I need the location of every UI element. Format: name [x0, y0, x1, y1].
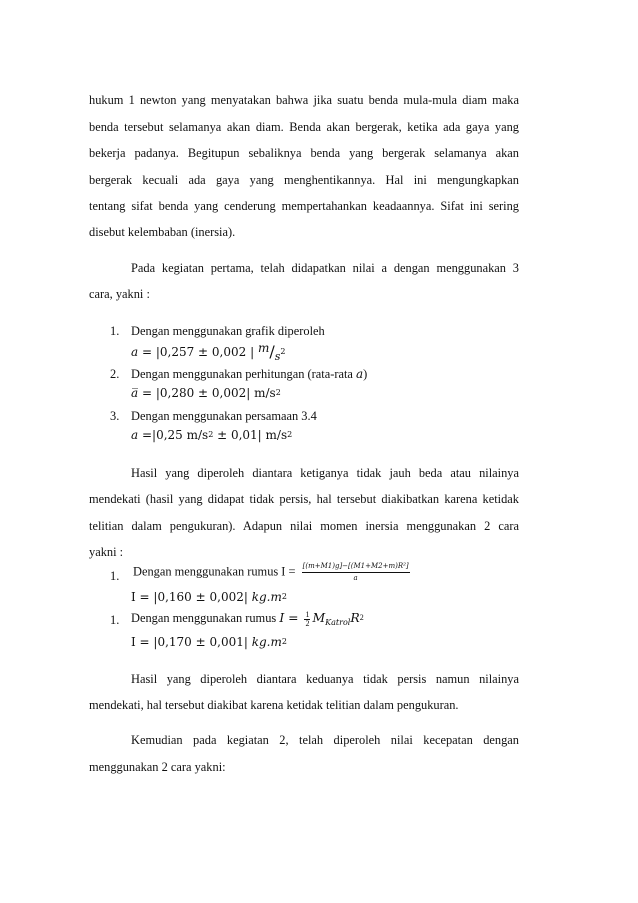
- paragraph-line: disebut kelembaban (inersia).: [89, 225, 236, 239]
- paragraph-line: mendekati (hasil yang didapat tidak persis, hal tersebut diakibatkan karena ketidak: [89, 492, 519, 506]
- equation-a-graph: a = |0,257 ± 0,002 | m/s2: [131, 341, 286, 363]
- inertia-formula-1: Dengan menggunakan rumus I = $\frac{\text{[(m+M1)g]−[(M1+M2+m)R²]}}{a}$: [133, 562, 409, 582]
- paragraph-line: hukum 1 newton yang menyatakan bahwa jika suatu benda mula-mula diam maka: [89, 93, 519, 107]
- paragraph-line: telitian dalam pengukuran). Adapun nilai momen inersia menggunakan 2 cara: [89, 519, 519, 533]
- paragraph-line: bekerja padanya. Begitupun sebaliknya benda yang bergerak selamanya akan: [89, 146, 519, 160]
- inertia-fraction: $\frac{\text{[(m+M1)g]−[(M1+M2+m)R²]}}{a}$: [302, 562, 409, 582]
- paragraph-line: bergerak kecuali ada gaya yang menghentikannya. Hal ini mengungkapkan: [89, 173, 519, 187]
- paragraph-line: Pada kegiatan pertama, telah didapatkan nilai a dengan menggunakan 3: [131, 261, 519, 275]
- list-number: 1.: [110, 324, 120, 338]
- paragraph-line: mendekati, hal tersebut diakibat karena ketidak telitian dalam pengukuran.: [89, 698, 459, 712]
- paragraph-line: tentang sifat benda yang cenderung mempertahankan keadaannya. Sifat ini sering: [89, 199, 519, 213]
- list-number: 2.: [110, 367, 120, 381]
- paragraph-line: menggunakan 2 cara yakni:: [89, 760, 226, 774]
- equation-a-formula: a =|0,25 m/s2 ± 0,01| m/s2: [131, 428, 293, 442]
- list-number: 1.: [110, 613, 120, 627]
- list-item-text: Dengan menggunakan perhitungan (rata-rata a): [131, 367, 368, 381]
- paragraph-line: Hasil yang diperoleh diantara keduanya tidak persis namun nilainya: [131, 672, 519, 686]
- list-item-text: Dengan menggunakan persamaan 3.4: [131, 409, 317, 423]
- paragraph-line: cara, yakni :: [89, 287, 150, 301]
- paragraph-line: benda tersebut selamanya akan diam. Benda akan bergerak, ketika ada gaya yang: [89, 120, 519, 134]
- list-number: 1.: [110, 569, 120, 583]
- paragraph-line: Kemudian pada kegiatan 2, telah diperoleh nilai kecepatan dengan: [131, 733, 519, 747]
- paragraph-line: yakni :: [89, 545, 124, 559]
- list-number: 3.: [110, 409, 120, 423]
- paragraph-line: Hasil yang diperoleh diantara ketiganya tidak jauh beda atau nilainya: [131, 466, 519, 480]
- list-item-text: Dengan menggunakan grafik diperoleh: [131, 324, 325, 338]
- inertia-formula-2: Dengan menggunakan rumus I = $\frac{1}{2}$ $M_{Katrol}R2$: [131, 609, 364, 628]
- equation-a-average: a̅ = |0,280 ± 0,002| m/s2: [131, 386, 281, 400]
- inertia-result-1: I = |0,160 ± 0,002| kg.m2: [131, 590, 287, 604]
- inertia-result-2: I = |0,170 ± 0,001| kg.m2: [131, 635, 287, 649]
